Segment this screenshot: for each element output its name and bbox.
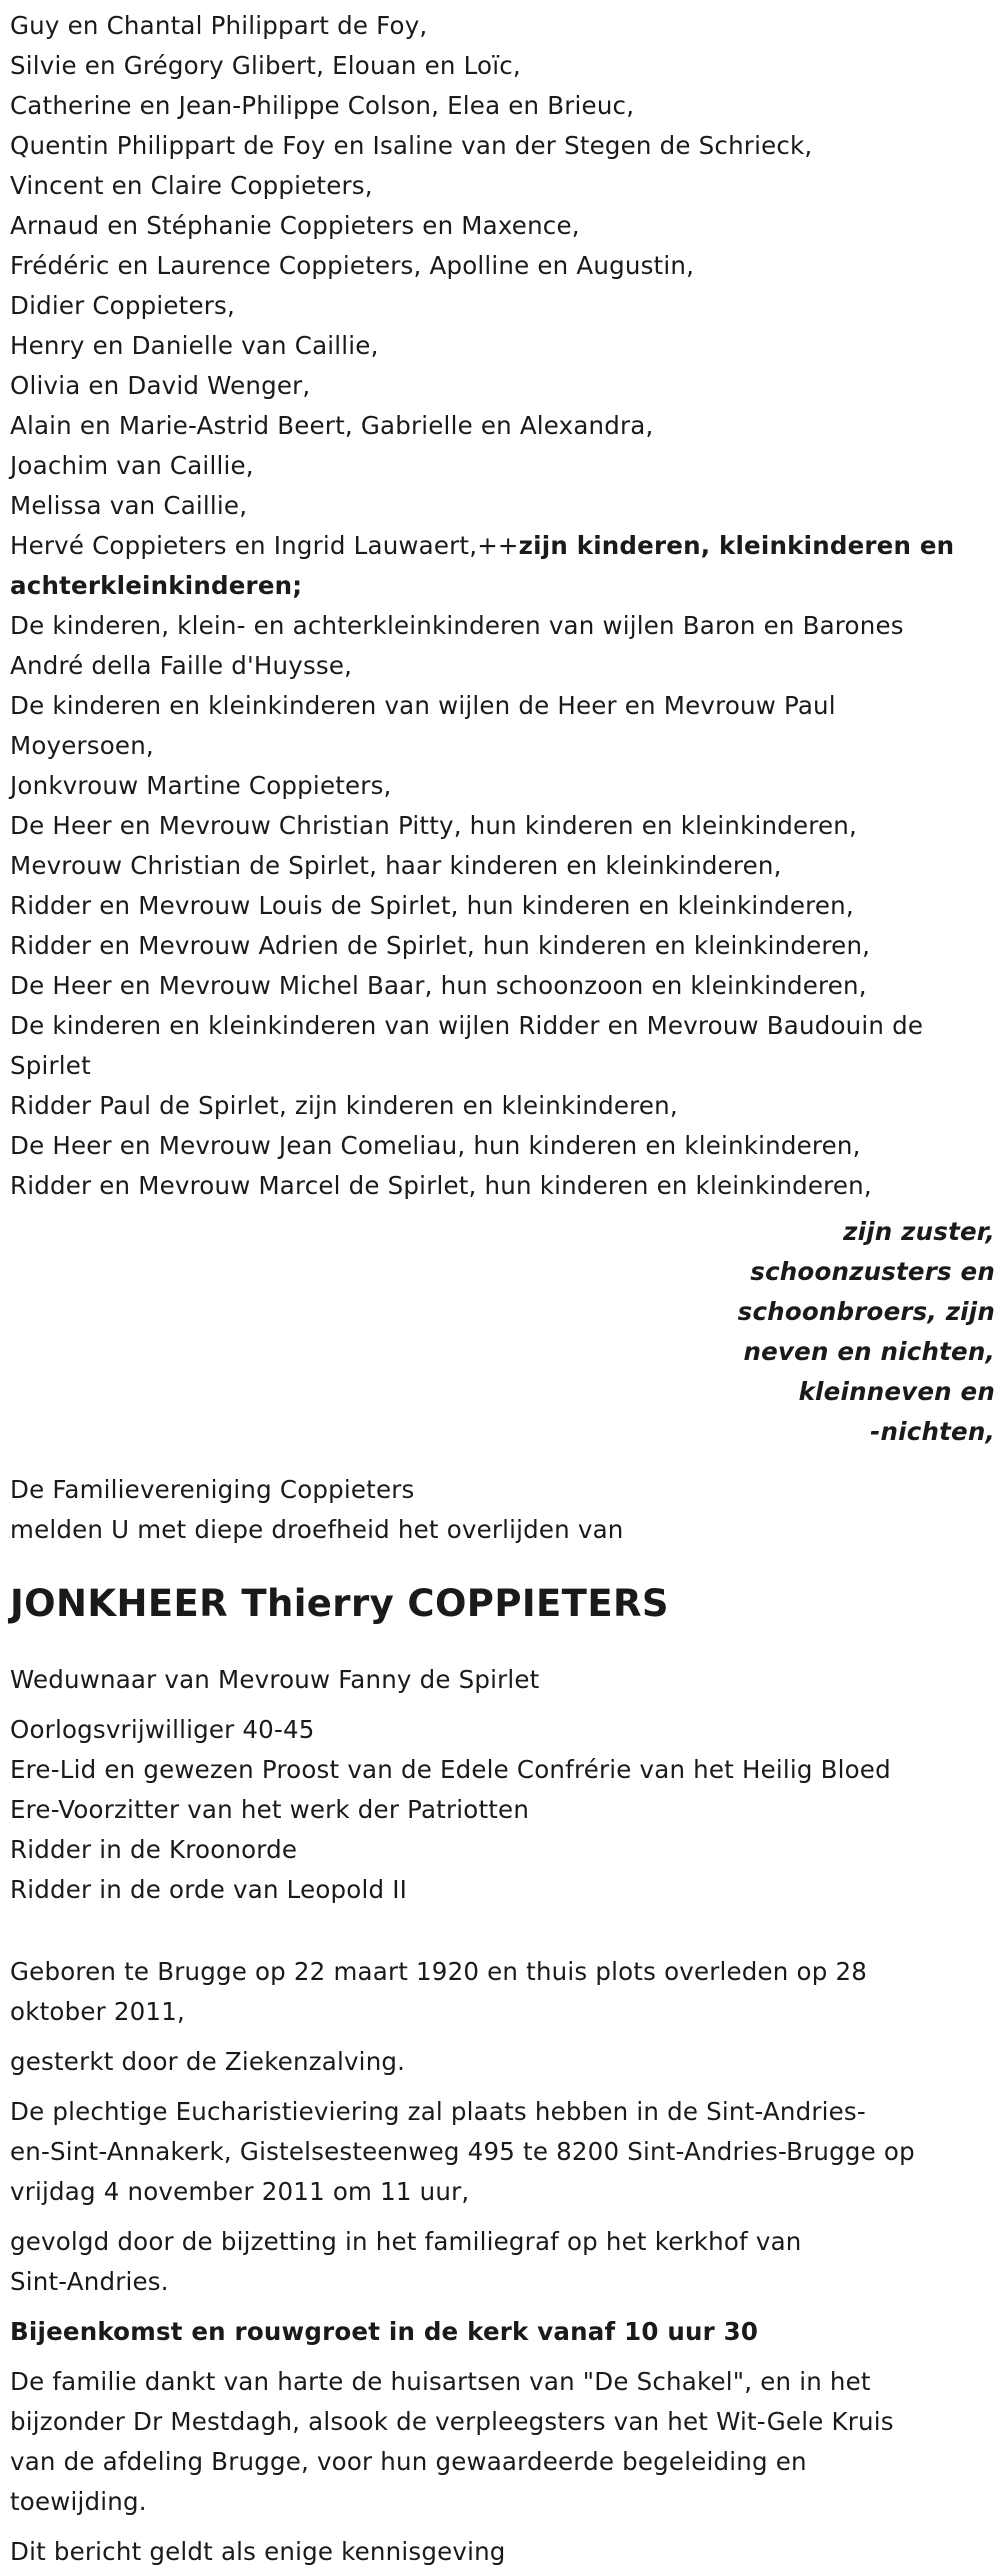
funeral [10, 2092, 995, 2212]
suffix-line: schoonzusters en [750, 1257, 995, 1286]
thanks [10, 2362, 995, 2522]
herve-bold-text: zijn kinderen, kleinkinderen en [518, 531, 955, 560]
birth-death-line: Geboren te Brugge op 22 maart 1920 en thuis plots overleden op 28 [10, 1957, 868, 1986]
burial-line: Sint-Andries. [10, 2267, 169, 2296]
relative-line: Jonkvrouw Martine Coppieters, [10, 771, 392, 800]
sacrament [10, 2042, 995, 2082]
herve-line [10, 526, 995, 566]
family-list [10, 0, 995, 606]
spacer [10, 1910, 995, 1952]
relative-line: De kinderen, klein- en achterkleinkinderen van wijlen Baron en Barones [10, 611, 904, 640]
family-line: Melissa van Caillie, [10, 491, 248, 520]
spacer [10, 1452, 995, 1470]
family-line: Quentin Philippart de Foy en Isaline van der Stegen de Schrieck, [10, 131, 813, 160]
closing [10, 2532, 995, 2572]
birth-death [10, 1952, 995, 2032]
burial-line: gevolgd door de bijzetting in het familiegraf op het kerkhof van [10, 2227, 802, 2256]
relatives-list [10, 606, 995, 1206]
family-line: Alain en Marie-Astrid Beert, Gabrielle en Alexandra, [10, 411, 654, 440]
thanks-line: De familie dankt van harte de huisartsen van "De Schakel", en in het [10, 2367, 871, 2396]
relative-line: De Heer en Mevrouw Jean Comeliau, hun kinderen en kleinkinderen, [10, 1131, 861, 1160]
relative-line: Ridder en Mevrouw Marcel de Spirlet, hun kinderen en kleinkinderen, [10, 1171, 872, 1200]
honor-line: Ridder in de orde van Leopold II [10, 1875, 408, 1904]
gathering [10, 2312, 995, 2352]
suffix-line: zijn zuster, [843, 1217, 995, 1246]
relative-line: Ridder en Mevrouw Adrien de Spirlet, hun kinderen en kleinkinderen, [10, 931, 871, 960]
herve-bold-continuation: achterkleinkinderen; [10, 571, 303, 600]
funeral-line: De plechtige Eucharistieviering zal plaats hebben in de Sint-Andries- [10, 2097, 866, 2126]
suffix-line: neven en nichten, [743, 1337, 995, 1366]
closing-line: Dit bericht geldt als enige kennisgeving [10, 2537, 506, 2566]
announcement-line: De Familievereniging Coppieters [10, 1475, 415, 1504]
family-line: Vincent en Claire Coppieters, [10, 171, 373, 200]
family-line: Silvie en Grégory Glibert, Elouan en Loïc, [10, 51, 521, 80]
announcement-line: melden U met diepe droefheid het overlijden van [10, 1515, 624, 1544]
honors-list [10, 1710, 995, 1910]
suffix-line: kleinneven en [798, 1377, 995, 1406]
sacrament-line: gesterkt door de Ziekenzalving. [10, 2047, 406, 2076]
family-line: Joachim van Caillie, [10, 451, 254, 480]
relative-line: Spirlet [10, 1051, 91, 1080]
obituary-content [10, 0, 995, 2572]
family-line: Henry en Danielle van Caillie, [10, 331, 379, 360]
honor-line: Ere-Lid en gewezen Proost van de Edele Confrérie van het Heilig Bloed [10, 1755, 891, 1784]
herve-plain-text: Hervé Coppieters en Ingrid Lauwaert,++ [10, 531, 519, 560]
relative-line: De kinderen en kleinkinderen van wijlen Ridder en Mevrouw Baudouin de [10, 1011, 924, 1040]
relative-line: De Heer en Mevrouw Michel Baar, hun schoonzoon en kleinkinderen, [10, 971, 867, 1000]
relative-line: De kinderen en kleinkinderen van wijlen de Heer en Mevrouw Paul [10, 691, 836, 720]
relative-line: Ridder Paul de Spirlet, zijn kinderen en kleinkinderen, [10, 1091, 678, 1120]
family-line: Didier Coppieters, [10, 291, 235, 320]
family-line: Guy en Chantal Philippart de Foy, [10, 11, 428, 40]
widower-text: Weduwnaar van Mevrouw Fanny de Spirlet [10, 1665, 540, 1694]
thanks-line: bijzonder Dr Mestdagh, alsook de verpleegsters van het Wit-Gele Kruis [10, 2407, 894, 2436]
announcement [10, 1470, 995, 1550]
family-line: Olivia en David Wenger, [10, 371, 311, 400]
family-line: Frédéric en Laurence Coppieters, Apolline en Augustin, [10, 251, 695, 280]
relative-line: De Heer en Mevrouw Christian Pitty, hun kinderen en kleinkinderen, [10, 811, 857, 840]
funeral-line: vrijdag 4 november 2011 om 11 uur, [10, 2177, 470, 2206]
funeral-line: en-Sint-Annakerk, Gistelsesteenweg 495 te 8200 Sint-Andries-Brugge op [10, 2137, 915, 2166]
suffix-line: schoonbroers, zijn [737, 1297, 995, 1326]
deceased-name: JONKHEER Thierry COPPIETERS [10, 1582, 669, 1625]
widower-line [10, 1660, 995, 1700]
relative-line: Ridder en Mevrouw Louis de Spirlet, hun kinderen en kleinkinderen, [10, 891, 854, 920]
honor-line: Oorlogsvrijwilliger 40-45 [10, 1715, 315, 1744]
family-line: Arnaud en Stéphanie Coppieters en Maxence, [10, 211, 580, 240]
honor-line: Ere-Voorzitter van het werk der Patriotten [10, 1795, 530, 1824]
suffix-line: -nichten, [870, 1417, 995, 1446]
relative-line: André della Faille d'Huysse, [10, 651, 353, 680]
relation-suffix [10, 1212, 995, 1452]
birth-death-line: oktober 2011, [10, 1997, 185, 2026]
relative-line: Moyersoen, [10, 731, 154, 760]
burial [10, 2222, 995, 2302]
gathering-line: Bijeenkomst en rouwgroet in de kerk vanaf 10 uur 30 [10, 2317, 759, 2346]
family-line: Catherine en Jean-Philippe Colson, Elea en Brieuc, [10, 91, 635, 120]
thanks-line: van de afdeling Brugge, voor hun gewaardeerde begeleiding en [10, 2447, 807, 2476]
thanks-line: toewijding. [10, 2487, 147, 2516]
relative-line: Mevrouw Christian de Spirlet, haar kinderen en kleinkinderen, [10, 851, 782, 880]
honor-line: Ridder in de Kroonorde [10, 1835, 298, 1864]
